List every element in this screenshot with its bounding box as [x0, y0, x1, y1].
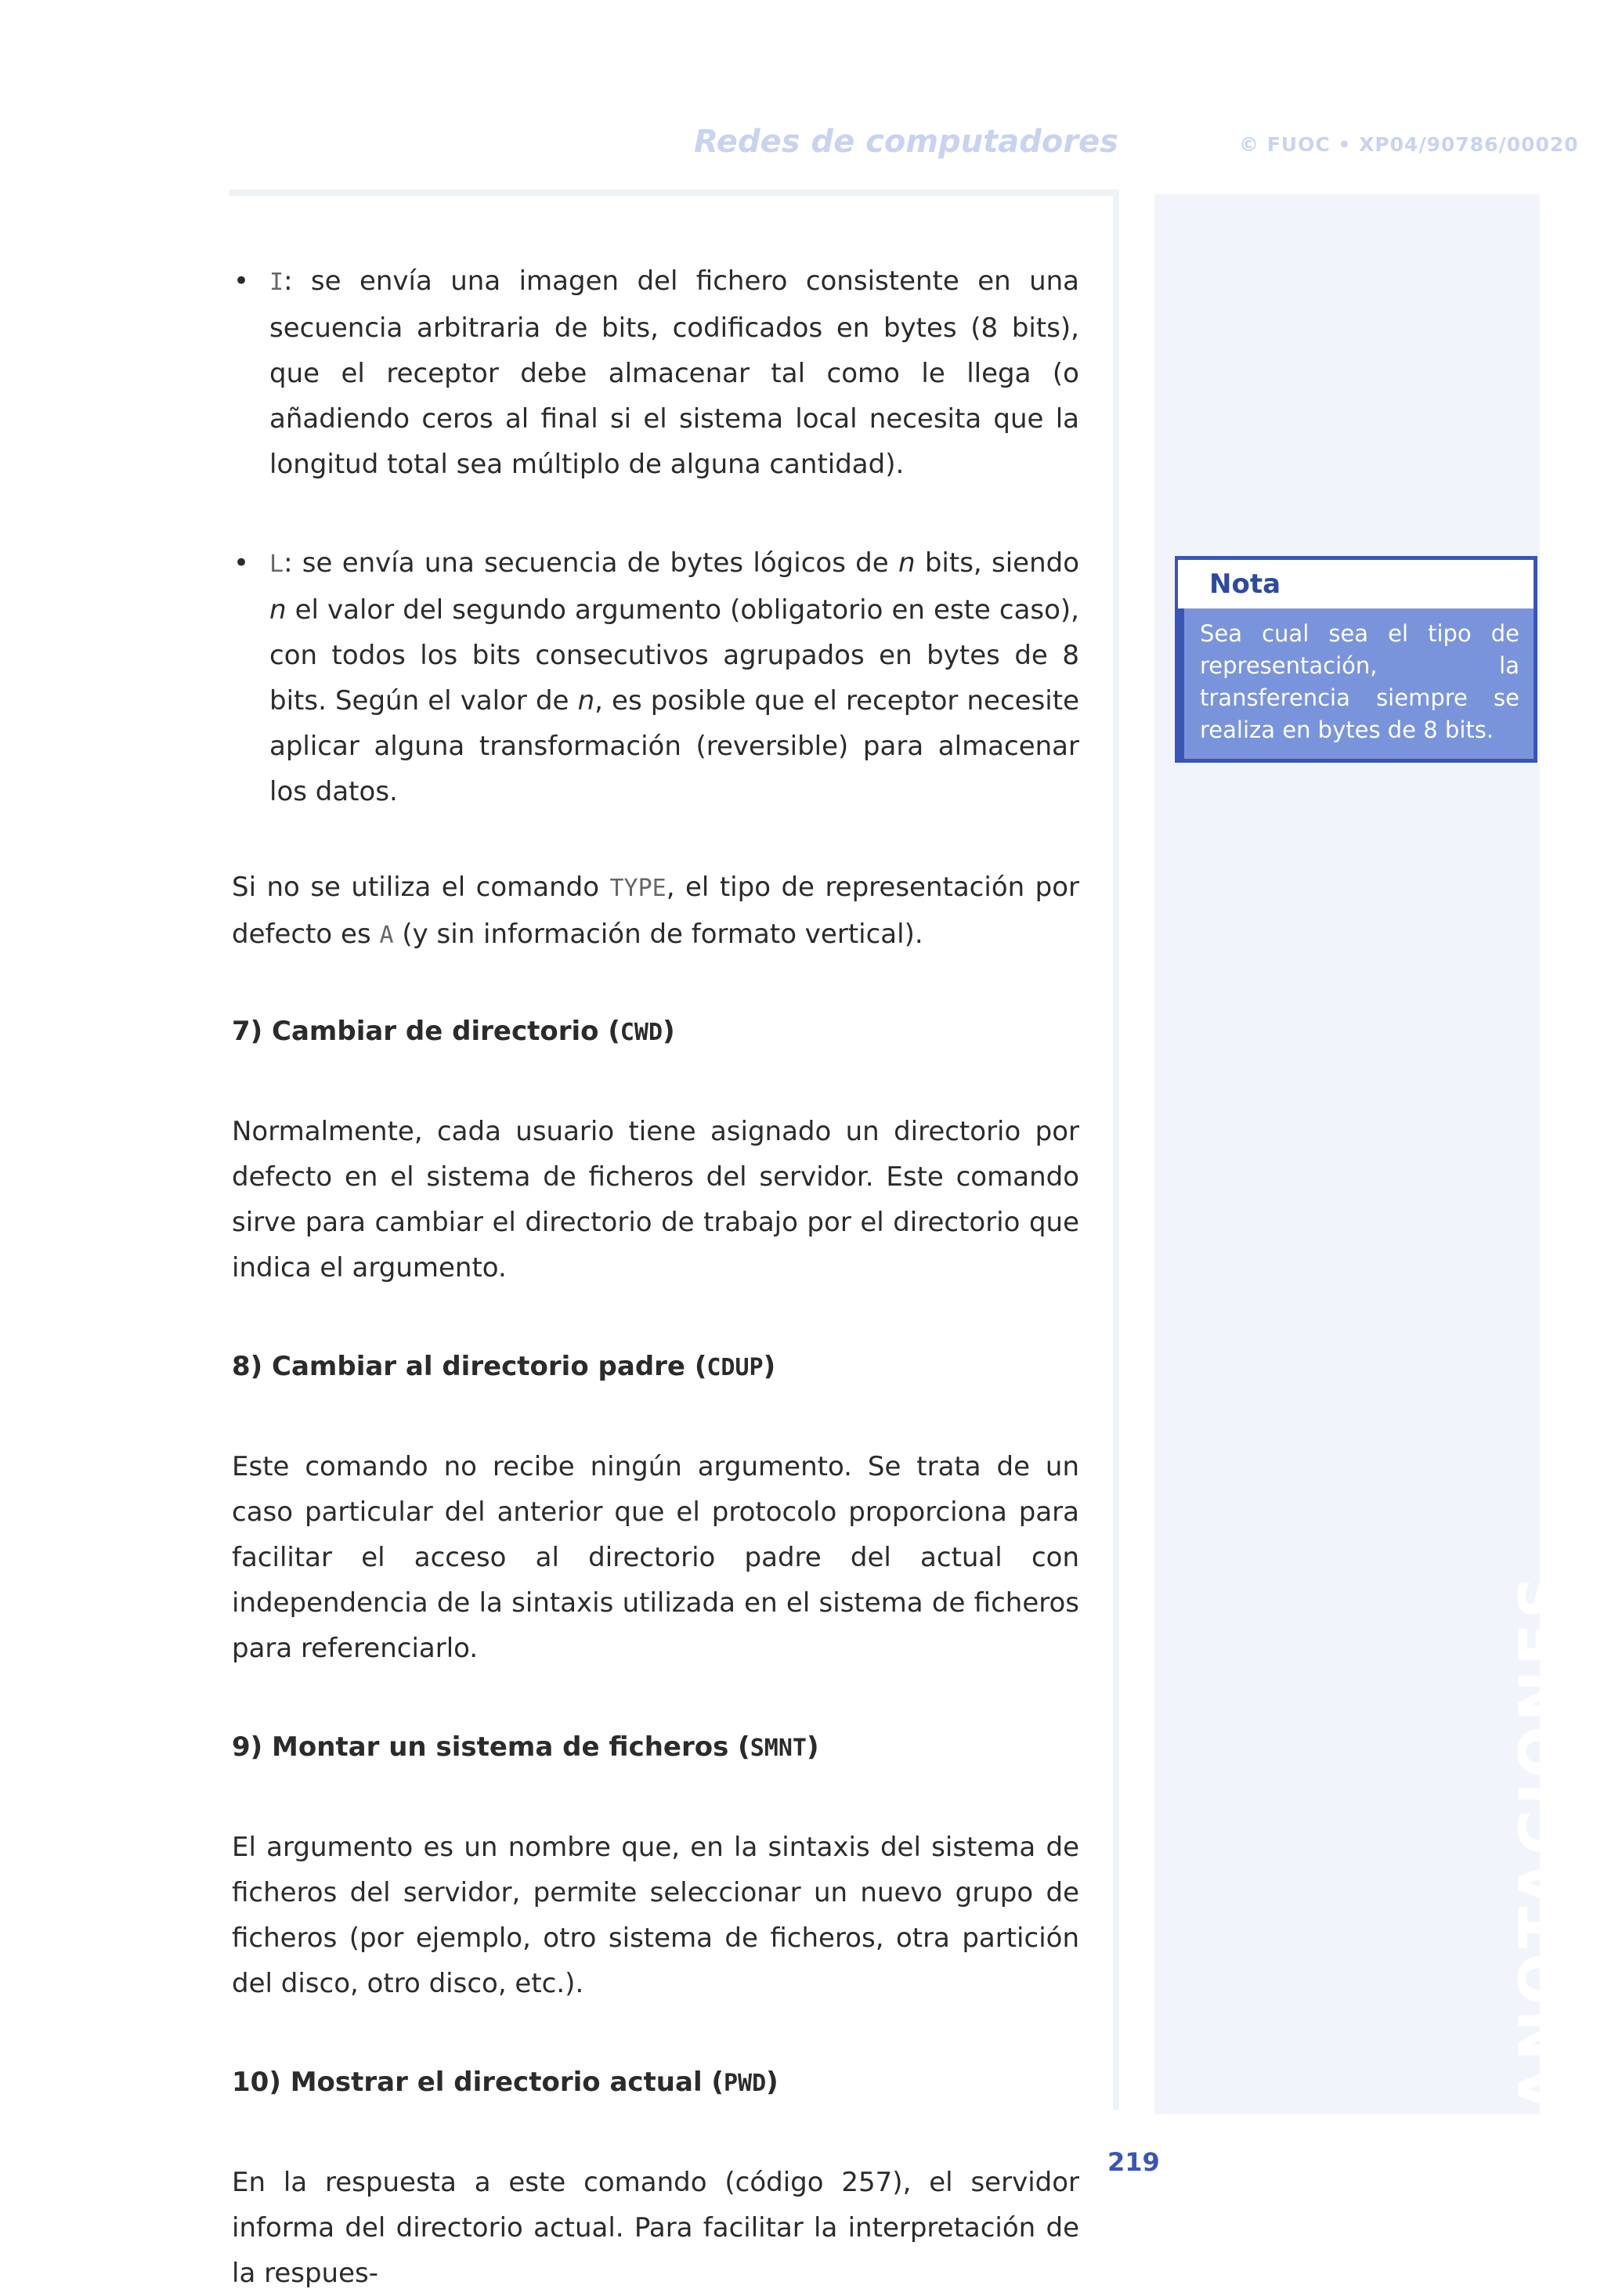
type-default-paragraph: Si no se utiliza el comando TYPE, el tipo de representación por defecto es A (y sin información de formato vertical).: [232, 872, 1079, 950]
note-title: Nota: [1175, 556, 1534, 608]
document-reference: © FUOC • XP04/90786/00020: [1239, 133, 1579, 156]
inline-code: I: [269, 269, 284, 296]
annotations-sidebar: [1154, 194, 1540, 2114]
section-heading-pwd: 10) Mostrar el directorio actual (PWD): [232, 2067, 779, 2098]
variable-n: n: [577, 685, 595, 717]
note-body: Sea cual sea el tipo de representación, la transferencia siempre se realiza en bytes de 8 bits.: [1200, 620, 1519, 743]
variable-n: n: [898, 547, 916, 579]
section-body-cwd: Normalmente, cada usuario tiene asignado un directorio por defecto en el sistema de ficheros del servidor. Este comando sirve para cambiar el directorio de trabajo por el directorio que indica el argumento.: [232, 1116, 1079, 1283]
command-code: CWD: [620, 1019, 663, 1046]
inline-code: TYPE: [609, 875, 667, 902]
section-heading-cdup: 8) Cambiar al directorio padre (CDUP): [232, 1351, 776, 1382]
running-title: Redes de computadores: [694, 124, 1118, 160]
bullet-item-i: [232, 258, 1079, 487]
section-body-smnt: El argumento es un nombre que, en la sintaxis del sistema de ficheros del servidor, permite seleccionar un nuevo grupo de ficheros (por ejemplo, otro sistema de ficheros, otra partición del disco, otro disco, etc.).: [232, 1832, 1079, 1999]
command-code: PWD: [723, 2070, 767, 2097]
bullet-text: : se envía una secuencia de bytes lógicos de: [284, 547, 898, 579]
bullet-item-l: [232, 540, 1079, 814]
bullet-marker: •: [233, 265, 250, 297]
bullet-text: el valor del segundo argumento (obligatorio en este caso), con todos los bits consecutivos agrupados en bytes de 8 bits. Según el valor de: [269, 594, 1079, 717]
bullet-text: bits, siendo: [915, 547, 1080, 579]
bullet-text: , es posible que el receptor necesite aplicar alguna transformación (reversible) para almacenar los datos.: [269, 685, 1079, 807]
header-rule: [229, 190, 1118, 196]
main-text-column: [232, 258, 1079, 2296]
bullet-text: : se envía una imagen del fichero consistente en una secuencia arbitraria de bits, codificados en bytes (8 bits), que el receptor debe almacenar tal como le llega (o añadiendo ceros al final si el sistema local necesita que la longitud total sea múltiplo de alguna cantidad).: [269, 265, 1079, 480]
command-code: CDUP: [706, 1354, 764, 1381]
section-heading-smnt: 9) Montar un sistema de ficheros (SMNT): [232, 1731, 819, 1763]
section-body-pwd: En la respuesta a este comando (código 257), el servidor informa del directorio actual. Para facilitar la interpretación de la respues-: [232, 2167, 1079, 2289]
section-heading-cwd: 7) Cambiar de directorio (CWD): [232, 1016, 675, 1047]
inline-code: A: [379, 922, 394, 949]
margin-note: [1175, 556, 1537, 763]
annotations-vertical-label: ANOTACIONES: [1508, 1570, 1578, 2113]
section-body-cdup: Este comando no recibe ningún argumento. Se trata de un caso particular del anterior que el protocolo proporciona para facilitar el acceso al directorio padre del actual con independencia de la sintaxis utilizada en el sistema de ficheros para referenciarlo.: [232, 1451, 1079, 1664]
inline-code: L: [269, 551, 284, 578]
command-code: SMNT: [750, 1735, 807, 1762]
page-number: 219: [1107, 2147, 1160, 2177]
bullet-marker: •: [233, 547, 250, 579]
variable-n: n: [269, 594, 287, 626]
column-rule: [1113, 190, 1119, 2110]
